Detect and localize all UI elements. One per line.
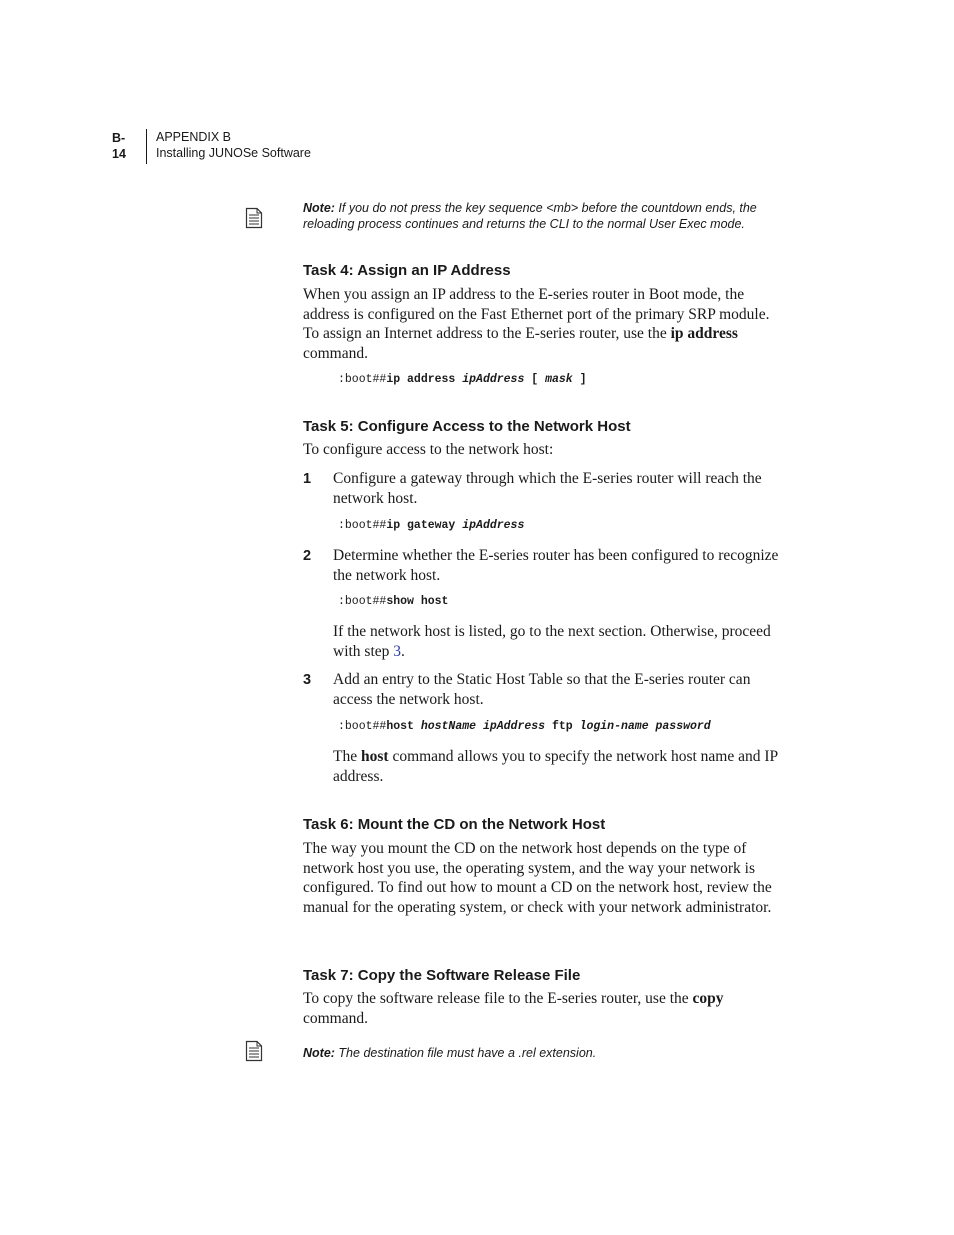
step3-followup [333,747,788,786]
code-arg: ipAddress [462,519,525,532]
note-extension [303,1045,793,1061]
task7-text-end: command. [303,1009,368,1027]
header-divider [146,129,147,164]
task7-heading: Task 7: Copy the Software Release File [303,967,581,984]
code-arg: hostName ipAddress [420,720,546,733]
code-keyword: ip gateway [386,519,463,532]
step2-followup [333,622,788,661]
step1-text: Configure a gateway through which the E-series router will reach the network host. [333,470,762,507]
code-arg: mask [545,373,573,386]
task6-paragraph: The way you mount the CD on the network host depends on the type of network host you use, the operating system, and the way your network is configured. To find out how to mount a CD on the network host, review the manual for the operating system, or check with your network administrator. [303,840,772,916]
ip-gateway-code [338,519,524,532]
code-bracket: [ [524,373,546,386]
copy-command: copy [692,990,724,1007]
host-command: host [360,748,389,765]
step3-followup-end: command allows you to specify the network host name and IP address. [333,748,778,785]
step2-followup-end: . [401,642,405,660]
code-keyword: ftp [545,720,580,733]
task5-heading: Task 5: Configure Access to the Network Host [303,418,631,435]
note-label: Note: [303,201,335,215]
step2-text: Determine whether the E-series router has been configured to recognize the network host. [333,547,779,584]
step3-link[interactable]: 3 [393,642,402,660]
code-prompt: :boot## [338,595,387,608]
code-keyword: show host [386,595,449,608]
code-prompt: :boot## [338,519,387,532]
task6-heading: Task 6: Mount the CD on the Network Host [303,816,606,833]
header-appendix: APPENDIX B [156,130,232,144]
code-prompt: :boot## [338,373,387,386]
ip-address-command: ip address [670,325,738,342]
step2-followup-text: If the network host is listed, go to the next section. Otherwise, proceed with step [333,623,771,660]
host-code [338,720,711,733]
step-number: 3 [303,672,312,688]
task7-paragraph [303,989,788,1028]
task4-heading: Task 4: Assign an IP Address [303,262,511,279]
note-countdown [303,200,793,232]
code-arg: login-name password [579,720,711,733]
code-keyword: ip address [386,373,463,386]
step3-text: Add an entry to the Static Host Table so that the E-series router can access the network host. [333,671,751,708]
task5-intro: To configure access to the network host: [303,441,554,458]
header-chapter: Installing JUNOSe Software [156,146,311,160]
code-prompt: :boot## [338,720,387,733]
task4-paragraph [303,285,788,363]
step3-followup-text: The [333,748,361,765]
note-text: The destination file must have a .rel extension. [334,1046,597,1060]
task4-text-end: command. [303,344,368,362]
page-number: B-14 [112,131,126,161]
show-host-code [338,595,448,608]
code-keyword: host [386,720,421,733]
note-page-icon [245,1040,263,1062]
task4-text: When you assign an IP address to the E-series router in Boot mode, the address is configured on the Fast Ethernet port of the primary SRP module. To assign an Internet address to the E-series router, use the [303,286,770,342]
code-arg: ipAddress [462,373,525,386]
note-page-icon [245,207,263,229]
task7-text: To copy the software release file to the E-series router, use the [303,990,693,1007]
ip-address-code [338,373,587,386]
step-number: 1 [303,471,312,487]
code-bracket: ] [572,373,587,386]
step-number: 2 [303,548,312,564]
note-label: Note: [303,1046,335,1060]
header-titles [156,129,311,161]
note-text: If you do not press the key sequence <mb> before the countdown ends, the reloading process continues and returns the CLI to the normal User Exec mode. [303,201,757,231]
